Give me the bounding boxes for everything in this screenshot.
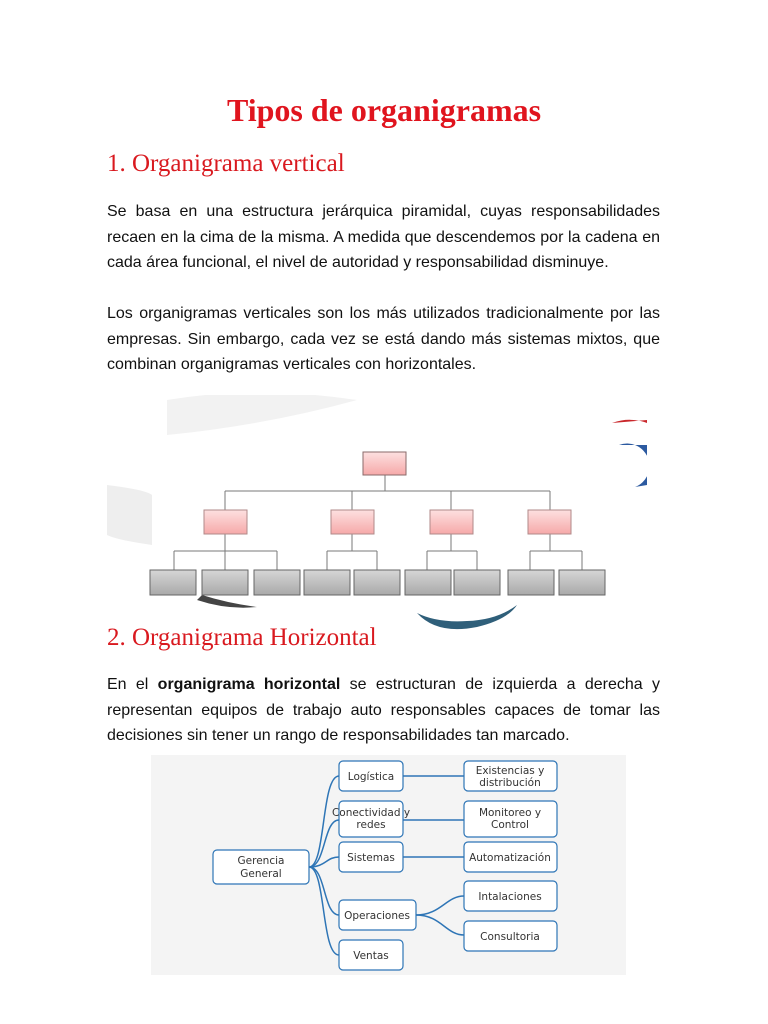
node-label-operaciones: Operaciones [344, 910, 410, 922]
org-box-level3 [202, 570, 248, 595]
org-box-level3 [559, 570, 605, 595]
node-label-monitoreo-line1: Monitoreo y [478, 807, 542, 819]
paragraph-horizontal [107, 672, 660, 749]
org-box-level3 [254, 570, 300, 595]
org-box-level2 [528, 510, 571, 534]
paragraph-vertical-1: Se basa en una estructura jerárquica piramidal, cuyas responsabilidades recaen en la cima de la misma. A medida que descendemos por la cadena en cada área funcional, el nivel de autoridad y responsabilidad disminuye. [107, 203, 660, 271]
paragraph-bold-term: organigrama horizontal [157, 676, 341, 693]
org-box-level3 [454, 570, 500, 595]
org-box-top [363, 452, 406, 475]
node-label-conectividad-line2: redes [356, 819, 386, 831]
org-box-level2 [331, 510, 374, 534]
section-heading-horizontal: 2. Organigrama Horizontal [107, 624, 377, 651]
org-box-level3 [405, 570, 451, 595]
node-label-existencias-line1: Existencias y [475, 765, 545, 777]
vertical-org-chart [107, 395, 647, 640]
section-heading-vertical: 1. Organigrama vertical [107, 150, 345, 177]
node-label-logistica: Logística [347, 771, 395, 783]
paragraph-text: se estructuran de izquierda a derecha y representan equipos de trabajo auto responsables capaces de tomar las decisiones sin tener un rango de responsabilidades tan marcado. [107, 676, 661, 744]
org-box-level3 [150, 570, 196, 595]
node-label-automatizacion: Automatización [469, 852, 551, 864]
paragraph-vertical-2: Los organigramas verticales son los más utilizados tradicionalmente por las empresas. Sin embargo, cada vez se está dando más sistemas mixtos, que combinan organigramas verticales con horizontales. [107, 305, 660, 373]
background-swoosh-left [107, 485, 152, 545]
paragraph-text: En el [107, 676, 158, 693]
node-label-intalaciones: Intalaciones [478, 891, 542, 903]
org-box-level2 [430, 510, 473, 534]
node-label-conectividad-line1: Conectividad y [331, 807, 411, 819]
node-label-existencias-line2: distribución [479, 777, 541, 789]
org-box-level3 [508, 570, 554, 595]
horizontal-org-chart [151, 755, 626, 975]
node-label-monitoreo-line2: Control [491, 819, 529, 831]
node-label-sistemas: Sistemas [347, 852, 395, 864]
node-label-gerencia-line1: Gerencia [237, 855, 285, 867]
org-box-level3 [354, 570, 400, 595]
node-label-gerencia-line2: General [240, 868, 282, 880]
org-box-level3 [304, 570, 350, 595]
page-title: Tipos de organigramas [226, 92, 542, 128]
node-label-ventas: Ventas [353, 950, 389, 962]
org-box-level2 [204, 510, 247, 534]
node-label-consultoria: Consultoria [480, 931, 540, 943]
